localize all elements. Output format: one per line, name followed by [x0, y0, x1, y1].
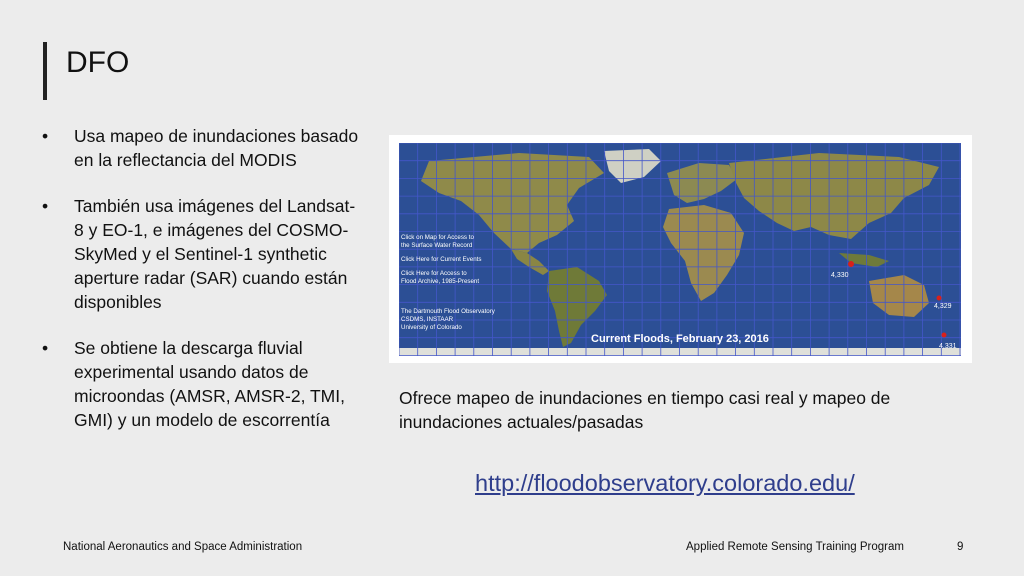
map-link-block[interactable] [401, 234, 481, 285]
slide-title: DFO [66, 46, 130, 79]
flood-marker-icon[interactable] [942, 333, 947, 338]
map-link-line[interactable]: Flood Archive, 1985-Present [401, 278, 480, 285]
footer-organization: National Aeronautics and Space Administration [63, 541, 303, 553]
bullet-text: Usa mapeo de inundaciones basado en la reflectancia del MODIS [74, 126, 359, 170]
bullet-list [42, 124, 362, 454]
credit-line: CSDMS, INSTAAR [401, 316, 454, 323]
bullet-item [42, 194, 362, 314]
credit-line: The Dartmouth Flood Observatory [401, 308, 495, 315]
page-number: 9 [957, 541, 964, 553]
map-caption: Ofrece mapeo de inundaciones en tiempo casi real y mapeo de inundaciones actuales/pasadas [399, 388, 891, 432]
bullet-text: Se obtiene la descarga fluvial experimental usando datos de microondas (AMSR, AMSR-2, TMI, GMI) y un modelo de escorrentía [74, 338, 345, 430]
bullet-icon: • [42, 338, 49, 358]
bullet-text: También usa imágenes del Landsat-8 y EO-1, e imágenes del COSMO-SkyMed y el Sentinel-1 synthetic aperture radar (SAR) cuando están disponibles [74, 196, 356, 312]
observatory-link[interactable]: http://floodobservatory.colorado.edu/ [475, 470, 855, 496]
world-map[interactable] [399, 143, 961, 356]
footer-program: Applied Remote Sensing Training Program [686, 541, 904, 553]
map-link-line[interactable]: Click Here for Access to [401, 270, 467, 277]
map-title: Current Floods, February 23, 2016 [591, 333, 769, 345]
bullet-item [42, 336, 362, 432]
map-link-line[interactable]: Click on Map for Access to [401, 234, 474, 241]
flood-map-image[interactable] [389, 135, 972, 363]
flood-marker-label: 4,330 [831, 272, 849, 279]
antarctica [399, 348, 961, 356]
flood-marker-icon[interactable] [937, 296, 942, 301]
title-accent-bar [43, 42, 47, 100]
flood-marker-icon[interactable] [848, 261, 854, 267]
flood-marker-label: 4,331 [939, 343, 957, 350]
flood-marker-label: 4,329 [934, 303, 952, 310]
credit-line: University of Colorado [401, 324, 462, 331]
map-link-line[interactable]: Click Here for Current Events [401, 256, 482, 263]
map-link-line[interactable]: the Surface Water Record [401, 242, 473, 249]
bullet-item [42, 124, 362, 172]
bullet-icon: • [42, 126, 49, 146]
bullet-icon: • [42, 196, 49, 216]
